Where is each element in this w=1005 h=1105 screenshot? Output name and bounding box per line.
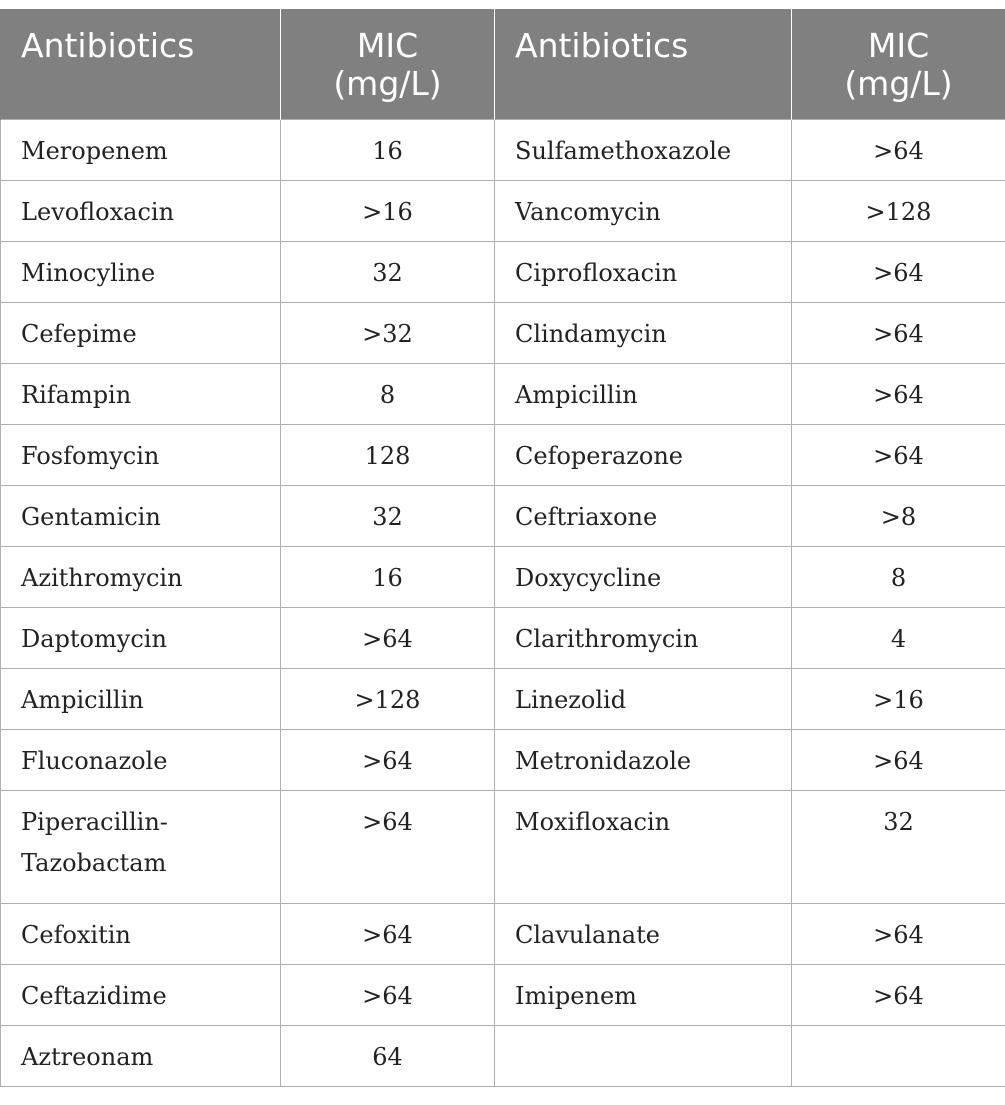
right-antibiotic-cell: Clavulanate	[495, 903, 792, 964]
left-antibiotic-line2: Tazobactam	[21, 848, 167, 877]
header-mic-left-line2: (mg/L)	[333, 64, 442, 103]
left-antibiotic-cell: Fluconazole	[1, 729, 281, 790]
table-row	[1, 729, 1005, 790]
table-row	[1, 964, 1005, 1025]
left-mic-cell: 32	[281, 485, 495, 546]
right-mic-cell: >64	[792, 729, 1005, 790]
table-row	[1, 424, 1005, 485]
right-antibiotic-cell: Clarithromycin	[495, 607, 792, 668]
right-antibiotic-cell: Sulfamethoxazole	[495, 119, 792, 180]
table-row	[1, 302, 1005, 363]
left-mic-cell: >64	[281, 903, 495, 964]
left-mic-cell: >32	[281, 302, 495, 363]
right-antibiotic-cell: Clindamycin	[495, 302, 792, 363]
table-row	[1, 668, 1005, 729]
left-antibiotic-cell: Daptomycin	[1, 607, 281, 668]
right-antibiotic-cell: Metronidazole	[495, 729, 792, 790]
right-mic-cell: >64	[792, 241, 1005, 302]
left-antibiotic-cell: Rifampin	[1, 363, 281, 424]
right-mic-cell: >64	[792, 964, 1005, 1025]
right-antibiotic-cell: Cefoperazone	[495, 424, 792, 485]
right-mic-cell: >128	[792, 180, 1005, 241]
right-antibiotic-cell: Ciprofloxacin	[495, 241, 792, 302]
left-mic-cell: >64	[281, 964, 495, 1025]
right-antibiotic-cell: Ceftriaxone	[495, 485, 792, 546]
header-mic-left	[281, 9, 495, 119]
header-antibiotics-left: Antibiotics	[1, 9, 281, 119]
left-mic-cell: 8	[281, 363, 495, 424]
left-antibiotic-cell: Gentamicin	[1, 485, 281, 546]
header-mic-left-line1: MIC	[356, 26, 419, 65]
header-mic-right-line1: MIC	[867, 26, 930, 65]
left-antibiotic-cell: Ceftazidime	[1, 964, 281, 1025]
mic-table	[0, 9, 1005, 1087]
table-row	[1, 1025, 1005, 1086]
left-mic-cell: >64	[281, 607, 495, 668]
left-mic-cell: 128	[281, 424, 495, 485]
table-row	[1, 485, 1005, 546]
right-mic-cell: >64	[792, 119, 1005, 180]
table-row	[1, 241, 1005, 302]
left-antibiotic-line1: Piperacillin-	[21, 807, 168, 836]
left-mic-cell: 16	[281, 119, 495, 180]
left-mic-cell: 16	[281, 546, 495, 607]
header-mic-right-line2: (mg/L)	[844, 64, 953, 103]
right-mic-cell: 8	[792, 546, 1005, 607]
right-antibiotic-cell: Linezolid	[495, 668, 792, 729]
right-antibiotic-cell: Doxycycline	[495, 546, 792, 607]
left-antibiotic-cell	[1, 790, 281, 903]
left-antibiotic-cell: Fosfomycin	[1, 424, 281, 485]
right-antibiotic-cell	[495, 1025, 792, 1086]
right-antibiotic-cell: Moxifloxacin	[495, 790, 792, 903]
table-row	[1, 119, 1005, 180]
right-mic-cell: >16	[792, 668, 1005, 729]
header-row	[1, 9, 1005, 119]
header-antibiotics-right: Antibiotics	[495, 9, 792, 119]
right-mic-cell: >8	[792, 485, 1005, 546]
left-antibiotic-cell: Minocyline	[1, 241, 281, 302]
right-mic-cell: >64	[792, 302, 1005, 363]
right-antibiotic-cell: Imipenem	[495, 964, 792, 1025]
table-row	[1, 607, 1005, 668]
left-antibiotic-cell: Levofloxacin	[1, 180, 281, 241]
left-antibiotic-cell: Azithromycin	[1, 546, 281, 607]
left-mic-cell: 64	[281, 1025, 495, 1086]
left-antibiotic-cell: Cefepime	[1, 302, 281, 363]
right-mic-cell	[792, 1025, 1005, 1086]
right-antibiotic-cell: Vancomycin	[495, 180, 792, 241]
table-row	[1, 790, 1005, 903]
right-mic-cell: 32	[792, 790, 1005, 903]
left-mic-cell: 32	[281, 241, 495, 302]
table-row	[1, 903, 1005, 964]
right-mic-cell: >64	[792, 903, 1005, 964]
left-antibiotic-cell: Aztreonam	[1, 1025, 281, 1086]
left-mic-cell: >128	[281, 668, 495, 729]
table-row	[1, 363, 1005, 424]
left-antibiotic-cell: Cefoxitin	[1, 903, 281, 964]
left-antibiotic-cell: Meropenem	[1, 119, 281, 180]
table-row	[1, 546, 1005, 607]
right-antibiotic-cell: Ampicillin	[495, 363, 792, 424]
table-row	[1, 180, 1005, 241]
header-mic-right	[792, 9, 1005, 119]
left-mic-cell: >64	[281, 729, 495, 790]
left-antibiotic-cell: Ampicillin	[1, 668, 281, 729]
right-mic-cell: >64	[792, 363, 1005, 424]
left-mic-cell: >16	[281, 180, 495, 241]
right-mic-cell: 4	[792, 607, 1005, 668]
right-mic-cell: >64	[792, 424, 1005, 485]
left-mic-cell: >64	[281, 790, 495, 903]
